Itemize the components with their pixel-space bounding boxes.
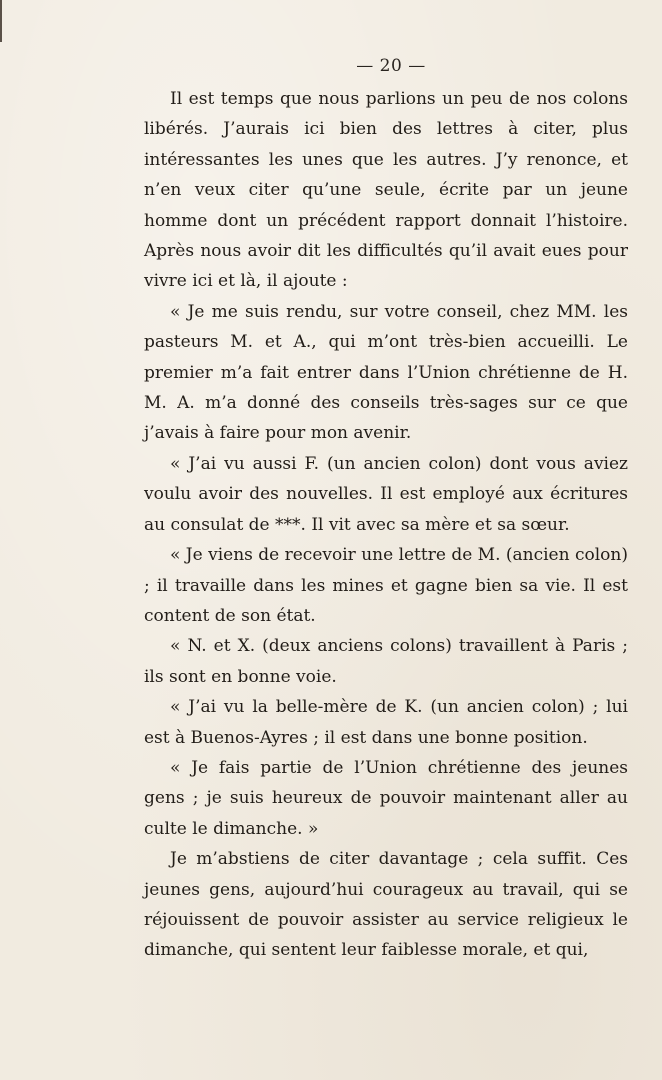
paragraph: Je m’abstiens de citer davantage ; cela suffit. Ces jeunes gens, aujourd’hui courageux au travail, qui se réjouissent de pouvoir assister au service religieux le dimanche, qui sentent leur faiblesse morale, et qui, <box>144 849 628 961</box>
paragraph: « Je me suis rendu, sur votre conseil, chez MM. les pasteurs M. et A., qui m’ont très-bien accueilli. Le premier m’a fait entrer dans l’Union chrétienne de H. M. A. m’a donné des conseils très-sages sur ce que j’avais à faire pour mon avenir. <box>144 301 628 444</box>
paragraph: « Je fais partie de l’Union chrétienne des jeunes gens ; je suis heureux de pouvoir maintenant aller au culte le dimanche. » <box>144 757 628 839</box>
paragraph: « N. et X. (deux anciens colons) travaillent à Paris ; ils sont en bonne voie. <box>144 636 628 687</box>
paragraph: Il est temps que nous parlions un peu de nos colons libérés. J’aurais ici bien des lettres à citer, plus intéressantes les unes que les autres. J’y renonce, et n’en veux citer qu’une seule, écrite par un jeune homme dont un précédent rapport donnait l’histoire. Après nous avoir dit les difficultés qu’il avait eues pour vivre ici et là, il ajoute : <box>144 89 628 292</box>
body-text <box>144 84 628 966</box>
page-edge-mark <box>0 0 2 42</box>
paragraph: « J’ai vu la belle-mère de K. (un ancien colon) ; lui est à Buenos-Ayres ; il est dans une bonne position. <box>144 697 628 748</box>
paragraph: « J’ai vu aussi F. (un ancien colon) dont vous aviez voulu avoir des nouvelles. Il est employé aux écritures au consulat de ***. Il vit avec sa mère et sa sœur. <box>144 453 628 535</box>
page-number: — 20 — <box>356 56 426 76</box>
paragraph: « Je viens de recevoir une lettre de M. (ancien colon) ; il travaille dans les mines et gagne bien sa vie. Il est content de son état. <box>144 545 628 626</box>
